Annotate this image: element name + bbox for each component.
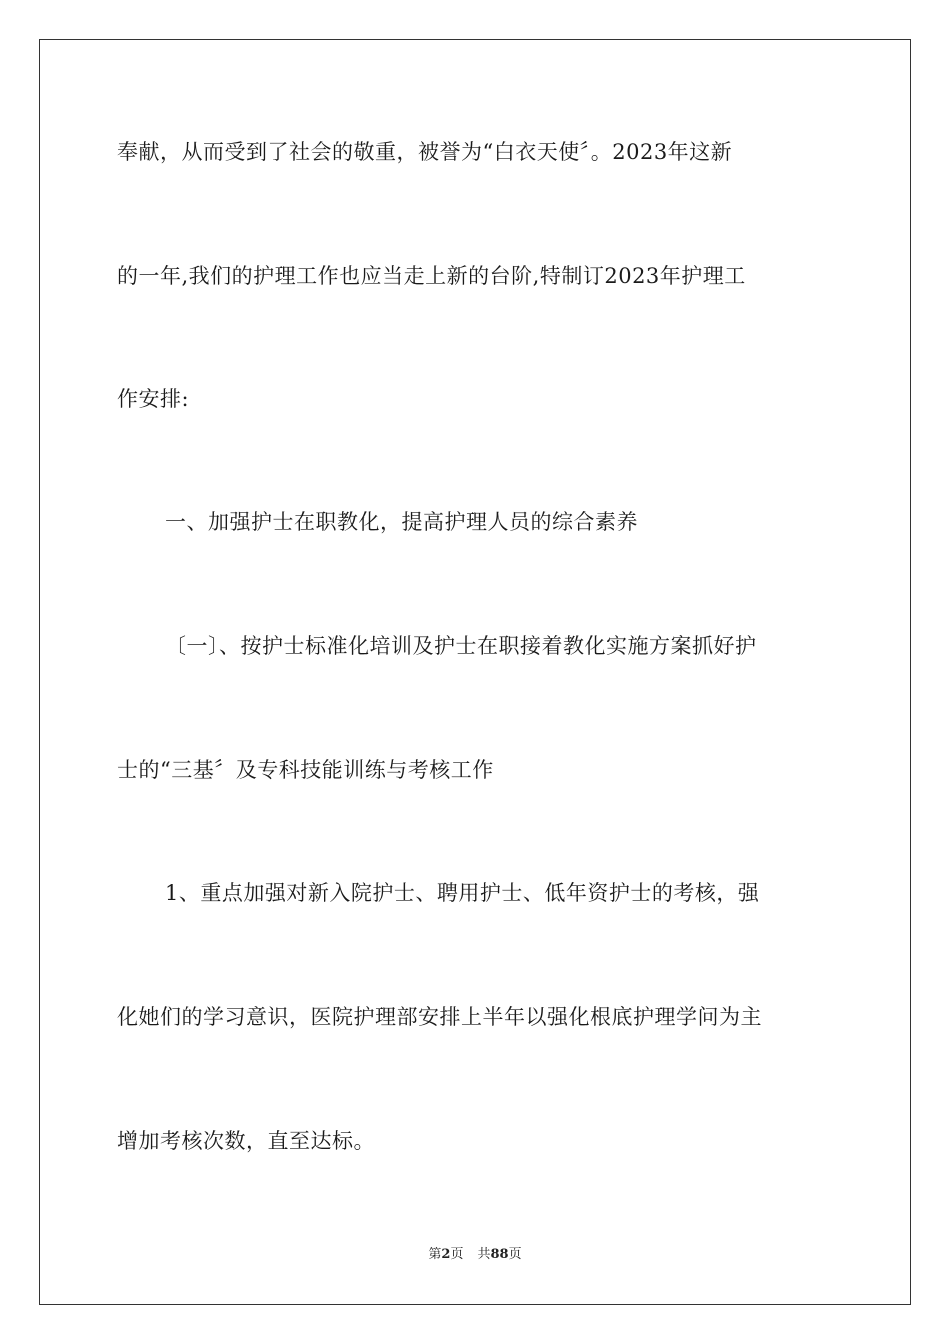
text-line-2: 的一年,我们的护理工作也应当走上新的台阶,特制订2023年护理工 bbox=[117, 264, 746, 288]
total-prefix: 共 bbox=[477, 1247, 491, 1262]
subsection-heading-line-2: 士的“三基〞及专科技能训练与考核工作 bbox=[117, 758, 494, 782]
page-suffix: 页 bbox=[450, 1247, 464, 1262]
text-line-1: 奉献，从而受到了社会的敬重，被誉为“白衣天使〞。2023年这新 bbox=[117, 140, 733, 164]
subsection-heading-line-1: 〔一〕、按护士标准化培训及护士在职接着教化实施方案抓好护 bbox=[165, 634, 757, 658]
item-1-line-3: 增加考核次数，直至达标。 bbox=[117, 1129, 375, 1153]
page-border bbox=[39, 39, 911, 1305]
page-prefix: 第 bbox=[428, 1247, 442, 1262]
page-number: 2 bbox=[441, 1247, 451, 1262]
section-heading: 一、加强护士在职教化，提高护理人员的综合素养 bbox=[165, 510, 638, 534]
total-suffix: 页 bbox=[508, 1247, 522, 1262]
text-line-3: 作安排: bbox=[117, 387, 190, 411]
total-pages: 88 bbox=[490, 1247, 509, 1262]
page-footer bbox=[0, 1247, 950, 1263]
item-1-line-1: 1、重点加强对新入院护士、聘用护士、低年资护士的考核，强 bbox=[165, 881, 760, 905]
item-1-line-2: 化她们的学习意识，医院护理部安排上半年以强化根底护理学问为主 bbox=[117, 1005, 762, 1029]
